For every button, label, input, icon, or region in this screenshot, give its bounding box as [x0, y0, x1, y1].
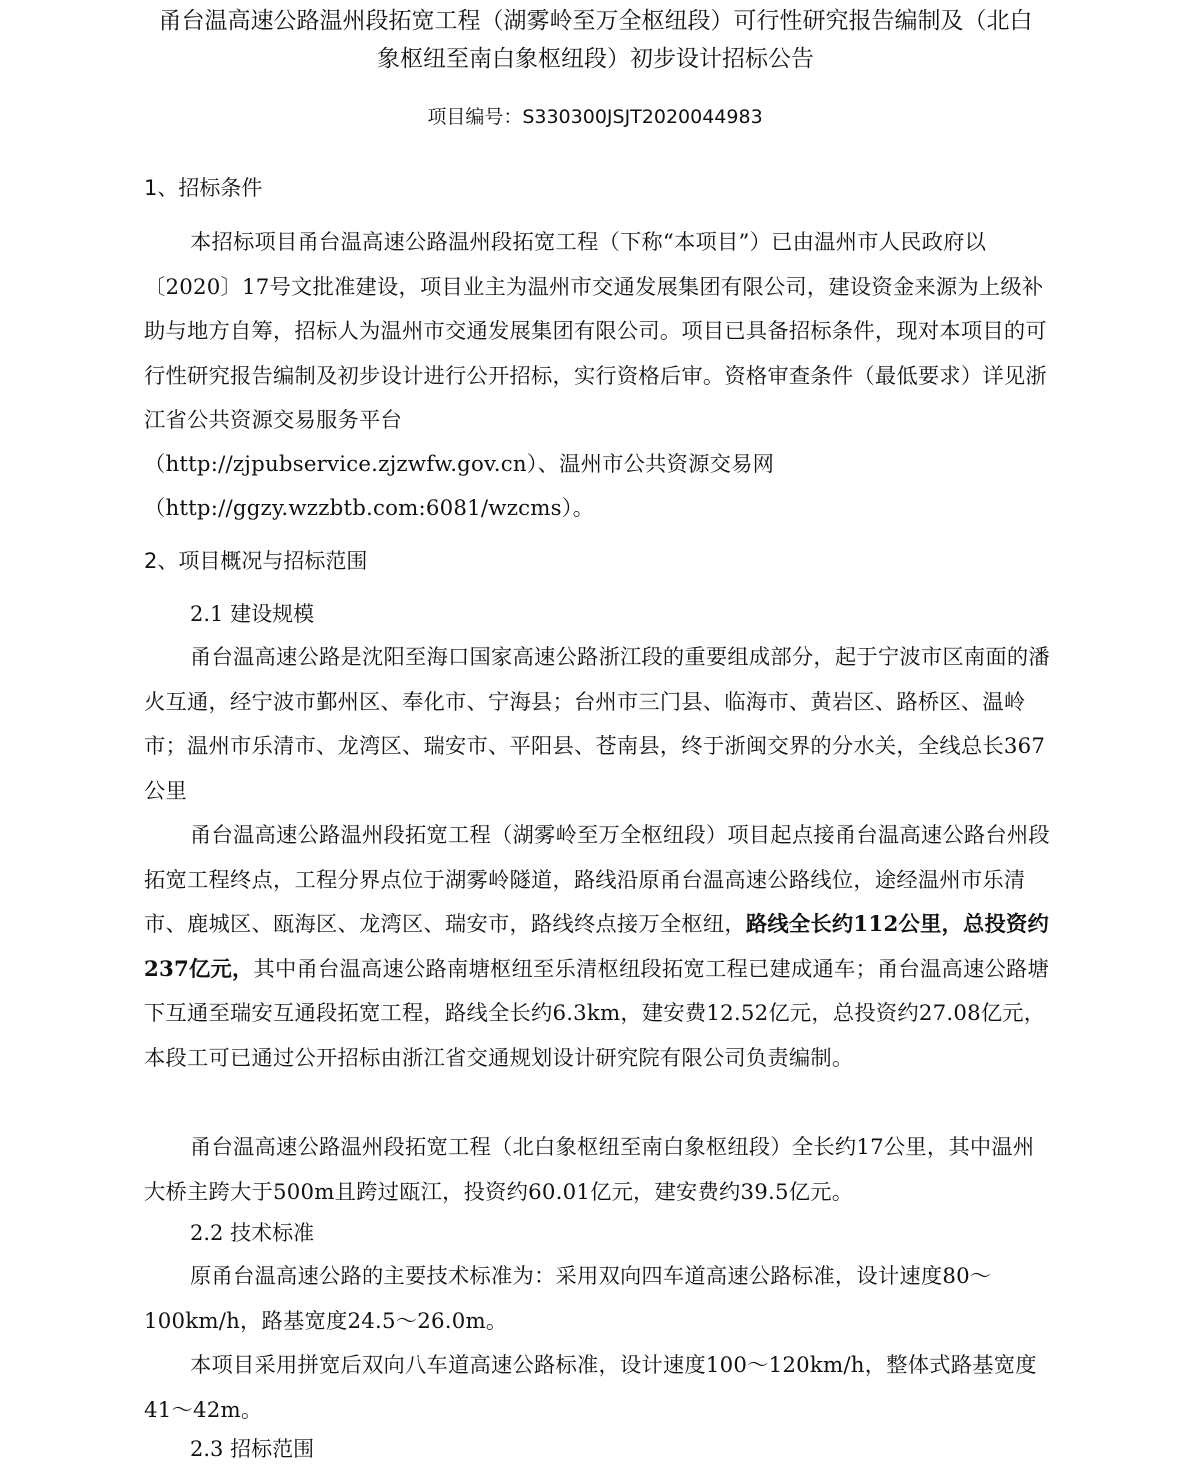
section-2-1-heading: 2.1 建设规模: [190, 602, 315, 626]
section-2-3-heading: 2.3 招标范围: [190, 1437, 315, 1461]
section-2-1-paragraph-1: 甬台温高速公路是沈阳至海口国家高速公路浙江段的重要组成部分，起于宁波市区南面的潘火互通，经宁波市鄞州区、奉化市、宁海县；台州市三门县、临海市、黄岩区、路桥区、温岭市；温州市乐清市、龙湾区、瑞安市、平阳县、苍南县，终于浙闽交界的分水关，全线总长367公里: [144, 645, 1050, 804]
section-1-url-line-2: （http://ggzy.wzzbtb.com:6081/wzcms）。: [144, 496, 595, 521]
section-2-2-heading: 2.2 技术标准: [190, 1221, 315, 1245]
section-2-2-paragraph-2: 本项目采用拼宽后双向八车道高速公路标准，设计速度100～120km/h，整体式路基宽度41～42m。: [144, 1353, 1037, 1423]
document-title: [118, 2, 1073, 78]
paragraph-2-bold-part: 路线全长约112公里，总投资约237亿元，: [144, 912, 1049, 982]
title-line-1: 甬台温高速公路温州段拓宽工程（湖雾岭至万全枢纽段）可行性研究报告编制及（北白: [158, 8, 1033, 34]
section-2-1-paragraph-3: 甬台温高速公路温州段拓宽工程（北白象枢纽至南白象枢纽段）全长约17公里，其中温州大桥主跨大于500m且跨过瓯江，投资约60.01亿元，建安费约39.5亿元。: [144, 1135, 1035, 1205]
paragraph-2-part-c: 其中甬台温高速公路南塘枢纽至乐清枢纽段拓宽工程已建成通车；甬台温高速公路塘下互通至瑞安互通段拓宽工程，路线全长约6.3km，建安费12.52亿元，总投资约27.08亿元，本段工可已通过公开招标由浙江省交通规划设计研究院有限公司负责编制。: [144, 956, 1049, 1071]
section-1-heading: 1、招标条件: [144, 176, 263, 200]
paragraph-2-part-a: 甬台温高速公路温州段拓宽工程（湖雾岭至万全枢纽段）项目起点接甬台温高速公路台州段拓宽工程终点，工程分界点位于湖雾岭隧道，路线沿原甬台温高速公路线位，途经温州市乐清市、鹿城区、瓯海区、龙湾区、瑞安市，路线终点接万全枢纽，: [144, 823, 1050, 938]
project-number: 项目编号：S330300JSJT2020044983: [427, 106, 763, 128]
section-2-2-paragraph-1: 原甬台温高速公路的主要技术标准为：采用双向四车道高速公路标准，设计速度80～100km/h，路基宽度24.5～26.0m。: [144, 1264, 992, 1334]
section-2-heading: 2、项目概况与招标范围: [144, 549, 368, 573]
section-2-1-paragraph-2: [144, 814, 1050, 1082]
section-1-paragraph: 本招标项目甬台温高速公路温州段拓宽工程（下称“本项目”）已由温州市人民政府以〔2020〕17号文批准建设，项目业主为温州市交通发展集团有限公司，建设资金来源为上级补助与地方自筹，招标人为温州市交通发展集团有限公司。项目已具备招标条件，现对本项目的可行性研究报告编制及初步设计进行公开招标，实行资格后审。资格审查条件（最低要求）详见浙江省公共资源交易服务平台: [144, 230, 1047, 434]
title-line-2: 象枢纽至南白象枢纽段）初步设计招标公告: [377, 46, 814, 72]
section-1-url-line-1: （http://zjpubservice.zjzwfw.gov.cn）、温州市公共资源交易网: [144, 452, 775, 477]
